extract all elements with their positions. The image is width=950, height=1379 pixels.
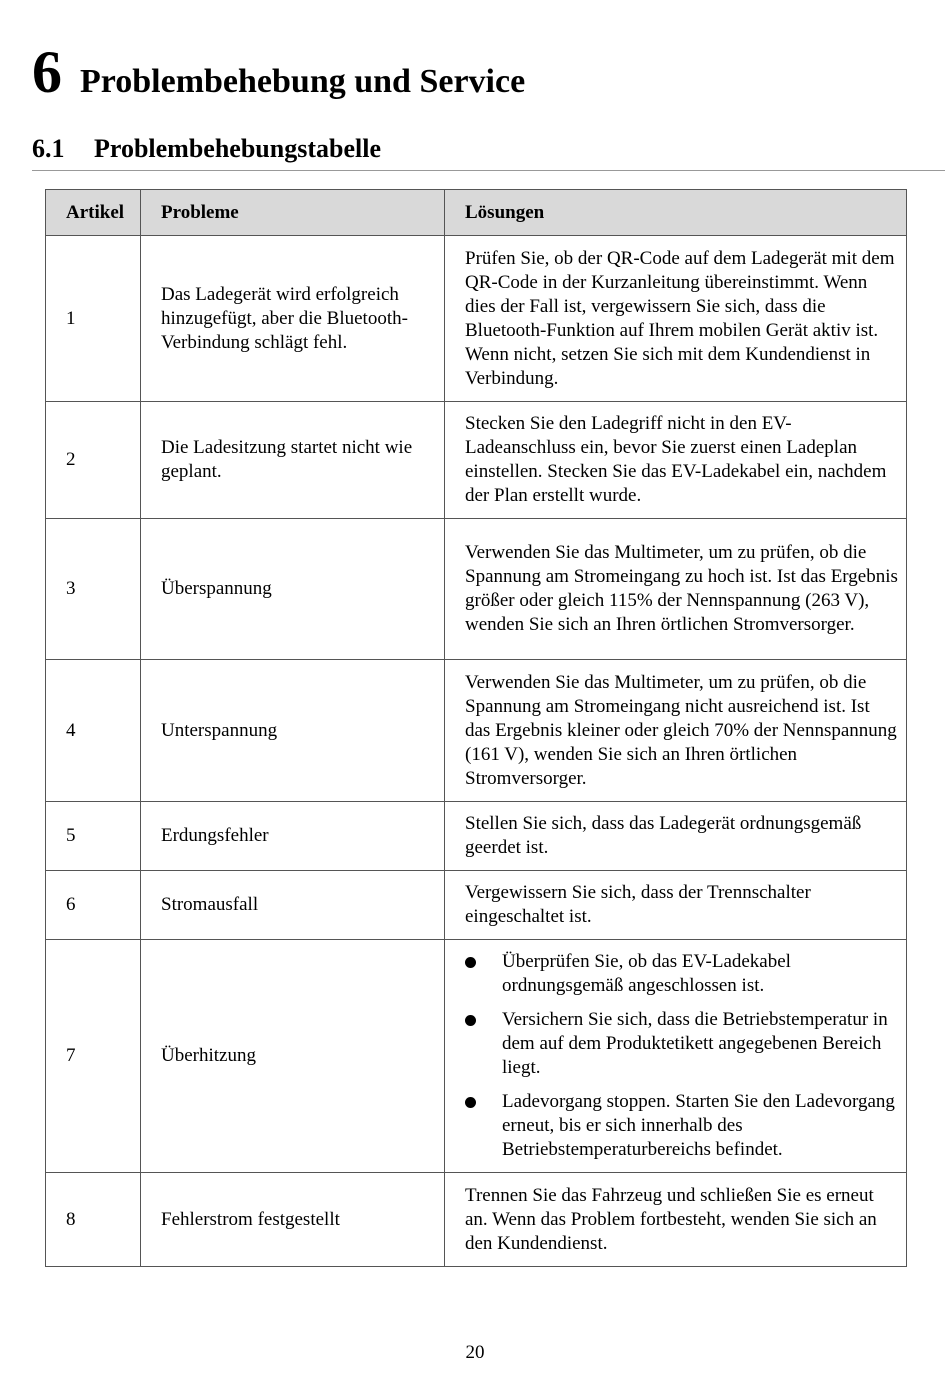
section-number: 6.1	[32, 134, 65, 163]
header-article: Artikel	[46, 190, 141, 236]
table-row	[46, 1173, 907, 1267]
table-row	[46, 402, 907, 519]
row-id: 3	[46, 519, 141, 660]
row-solution	[445, 940, 907, 1173]
row-problem: Die Ladesitzung startet nicht wie geplant.	[141, 402, 445, 519]
list-item	[465, 1008, 898, 1080]
troubleshooting-table	[45, 189, 907, 1267]
bullet-icon	[465, 957, 476, 968]
row-solution: Verwenden Sie das Multimeter, um zu prüfen, ob die Spannung am Stromeingang zu hoch ist. Ist das Ergebnis größer oder gleich 115% der Nennspannung (263 V), wenden Sie sich an Ihren örtlichen Stromversorger.	[445, 519, 907, 660]
row-solution: Verwenden Sie das Multimeter, um zu prüfen, ob die Spannung am Stromeingang nicht ausreichend ist. Ist das Ergebnis kleiner oder gleich 70% der Nennspannung (161 V), wenden Sie sich an Ihren örtlichen Stromversorger.	[445, 660, 907, 802]
row-id: 6	[46, 871, 141, 940]
list-item-text: Ladevorgang stoppen. Starten Sie den Ladevorgang erneut, bis er sich innerhalb des Betriebstemperaturbereichs befindet.	[502, 1091, 895, 1160]
row-id: 4	[46, 660, 141, 802]
table-header-row	[46, 190, 907, 236]
row-id: 2	[46, 402, 141, 519]
row-problem: Stromausfall	[141, 871, 445, 940]
table-row	[46, 871, 907, 940]
solution-bullet-list	[465, 950, 898, 1162]
bullet-icon	[465, 1015, 476, 1026]
row-problem: Überspannung	[141, 519, 445, 660]
row-id: 8	[46, 1173, 141, 1267]
list-item-text: Überprüfen Sie, ob das EV-Ladekabel ordnungsgemäß angeschlossen ist.	[502, 951, 791, 996]
list-item-text: Versichern Sie sich, dass die Betriebstemperatur in dem auf dem Produktetikett angegebenen Bereich liegt.	[502, 1009, 888, 1078]
chapter-heading	[32, 39, 526, 105]
row-problem: Fehlerstrom festgestellt	[141, 1173, 445, 1267]
table-row	[46, 802, 907, 871]
section-heading	[32, 134, 945, 171]
table-row	[46, 660, 907, 802]
row-solution: Vergewissern Sie sich, dass der Trennschalter eingeschaltet ist.	[445, 871, 907, 940]
header-solution: Lösungen	[445, 190, 907, 236]
row-solution: Prüfen Sie, ob der QR-Code auf dem Ladegerät mit dem QR-Code in der Kurzanleitung übereinstimmt. Wenn dies der Fall ist, vergewissern Sie sich, dass die Bluetooth-Funktion auf Ihrem mobilen Gerät aktiv ist. Wenn nicht, setzen Sie sich mit dem Kundendienst in Verbindung.	[445, 236, 907, 402]
row-id: 1	[46, 236, 141, 402]
list-item	[465, 950, 898, 998]
row-id: 7	[46, 940, 141, 1173]
row-problem: Erdungsfehler	[141, 802, 445, 871]
row-solution: Trennen Sie das Fahrzeug und schließen Sie es erneut an. Wenn das Problem fortbesteht, wenden Sie sich an den Kundendienst.	[445, 1173, 907, 1267]
bullet-icon	[465, 1097, 476, 1108]
table-row	[46, 519, 907, 660]
page-number: 20	[465, 1342, 485, 1363]
list-item	[465, 1090, 898, 1162]
row-solution: Stellen Sie sich, dass das Ladegerät ordnungsgemäß geerdet ist.	[445, 802, 907, 871]
chapter-title: Problembehebung und Service	[80, 63, 526, 100]
row-problem: Das Ladegerät wird erfolgreich hinzugefügt, aber die Bluetooth-Verbindung schlägt fehl.	[141, 236, 445, 402]
row-solution: Stecken Sie den Ladegriff nicht in den EV-Ladeanschluss ein, bevor Sie zuerst einen Ladeplan einstellen. Stecken Sie das EV-Ladekabel ein, nachdem der Plan erstellt wurde.	[445, 402, 907, 519]
chapter-number: 6	[32, 39, 62, 105]
row-id: 5	[46, 802, 141, 871]
table-row	[46, 940, 907, 1173]
row-problem: Unterspannung	[141, 660, 445, 802]
row-problem: Überhitzung	[141, 940, 445, 1173]
section-title: Problembehebungstabelle	[94, 134, 381, 163]
table-row	[46, 236, 907, 402]
header-problem: Probleme	[141, 190, 445, 236]
